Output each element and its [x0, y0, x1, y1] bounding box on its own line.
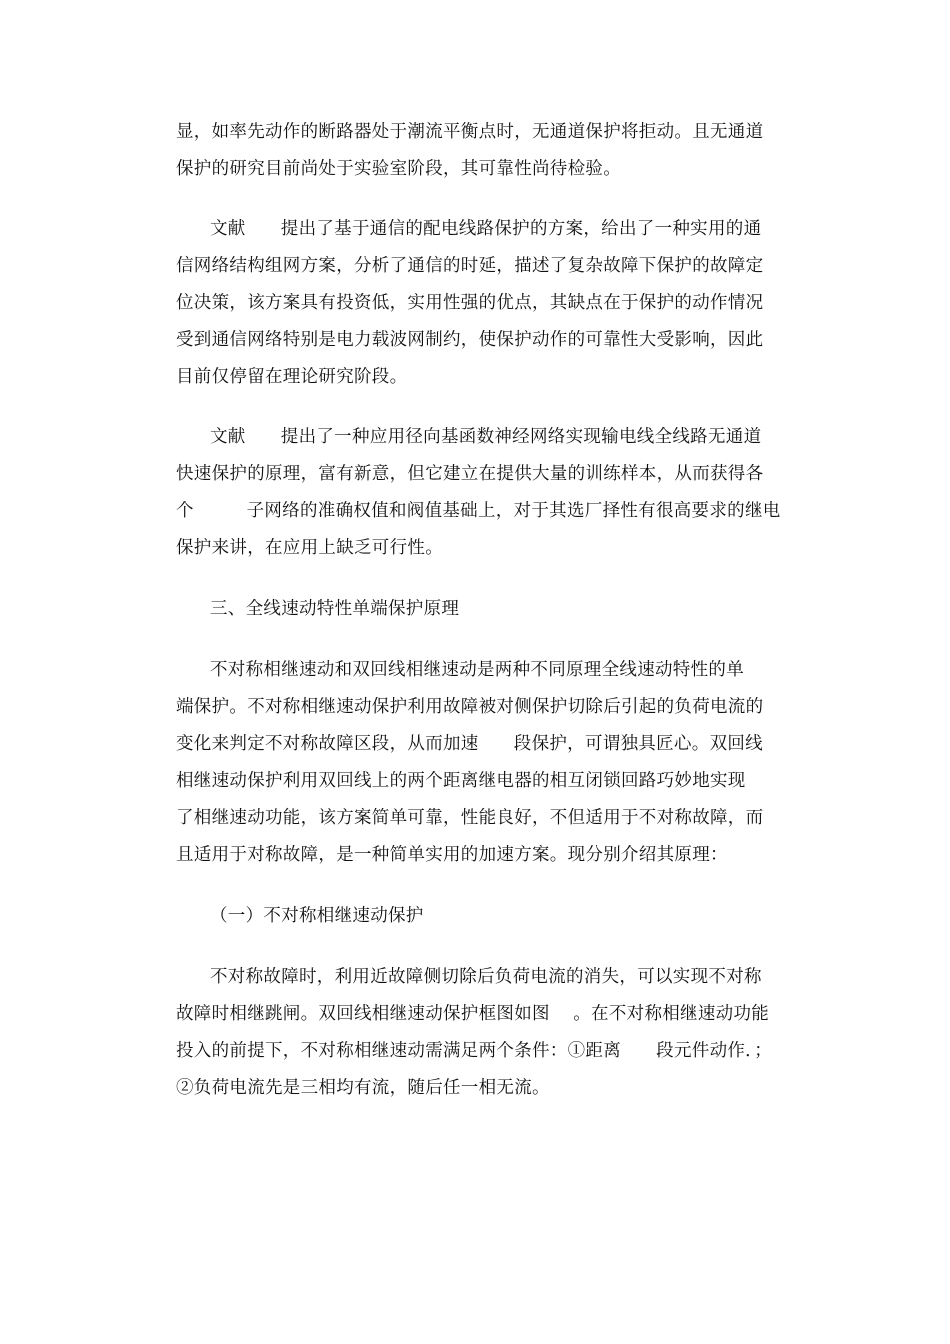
text-line: 不对称相继速动和双回线相继速动是两种不同原理全线速动特性的单 — [210, 660, 744, 680]
text-line: 投入的前提下，不对称相继速动需满足两个条件：①距离 段元件动作．； — [176, 1041, 773, 1061]
text-line: 快速保护的原理，富有新意，但它建立在提供大量的训练样本，从而获得各 — [176, 464, 764, 484]
text-line: 保护来讲，在应用上缺乏可行性。 — [176, 538, 443, 558]
text-line: 相继速动保护利用双回线上的两个距离继电器的相互闭锁回路巧妙地实现 — [176, 771, 746, 791]
text-line: 端保护。不对称相继速动保护利用故障被对侧保护切除后引起的负荷电流的 — [176, 697, 764, 717]
text-line: 受到通信网络特别是电力载波网制约，使保护动作的可靠性大受影响，因此 — [176, 330, 764, 350]
text-line: 且适用于对称故障，是一种简单实用的加速方案。现分别介绍其原理： — [176, 845, 728, 865]
text-line: 显，如率先动作的断路器处于潮流平衡点时，无通道保护将拒动。且无通道 — [176, 122, 764, 142]
section-heading: 三、全线速动特性单端保护原理 — [210, 599, 460, 619]
text-line: 故障时相继跳闸。双回线相继速动保护框图如图 。在不对称相继速动功能 — [176, 1004, 770, 1024]
text-line: 文献 提出了基于通信的配电线路保护的方案，给出了一种实用的通 — [210, 219, 762, 239]
text-line: 信网络结构组网方案，分析了通信的时延，描述了复杂故障下保护的故障定 — [176, 256, 764, 276]
text-line: 个 子网络的准确权值和阀值基础上，对于其选厂择性有很高要求的继电 — [176, 501, 781, 521]
subsection-heading: （一）不对称相继速动保护 — [210, 906, 424, 926]
text-line: 目前仅停留在理论研究阶段。 — [176, 367, 408, 387]
text-line: 文献 提出了一种应用径向基函数神经网络实现输电线全线路无通道 — [210, 427, 762, 447]
text-line: ②负荷电流先是三相均有流，随后任一相无流。 — [176, 1078, 550, 1098]
text-line: 不对称故障时，利用近故障侧切除后负荷电流的消失，可以实现不对称 — [210, 967, 762, 987]
text-line: 了相继速动功能，该方案简单可靠，性能良好，不但适用于不对称故障，而 — [176, 808, 764, 828]
text-line: 位决策，该方案具有投资低，实用性强的优点，其缺点在于保护的动作情况 — [176, 293, 764, 313]
text-line: 保护的研究目前尚处于实验室阶段，其可靠性尚待检验。 — [176, 159, 621, 179]
text-line: 变化来判定不对称故障区段，从而加速 段保护，可谓独具匠心。双回线 — [176, 734, 763, 754]
